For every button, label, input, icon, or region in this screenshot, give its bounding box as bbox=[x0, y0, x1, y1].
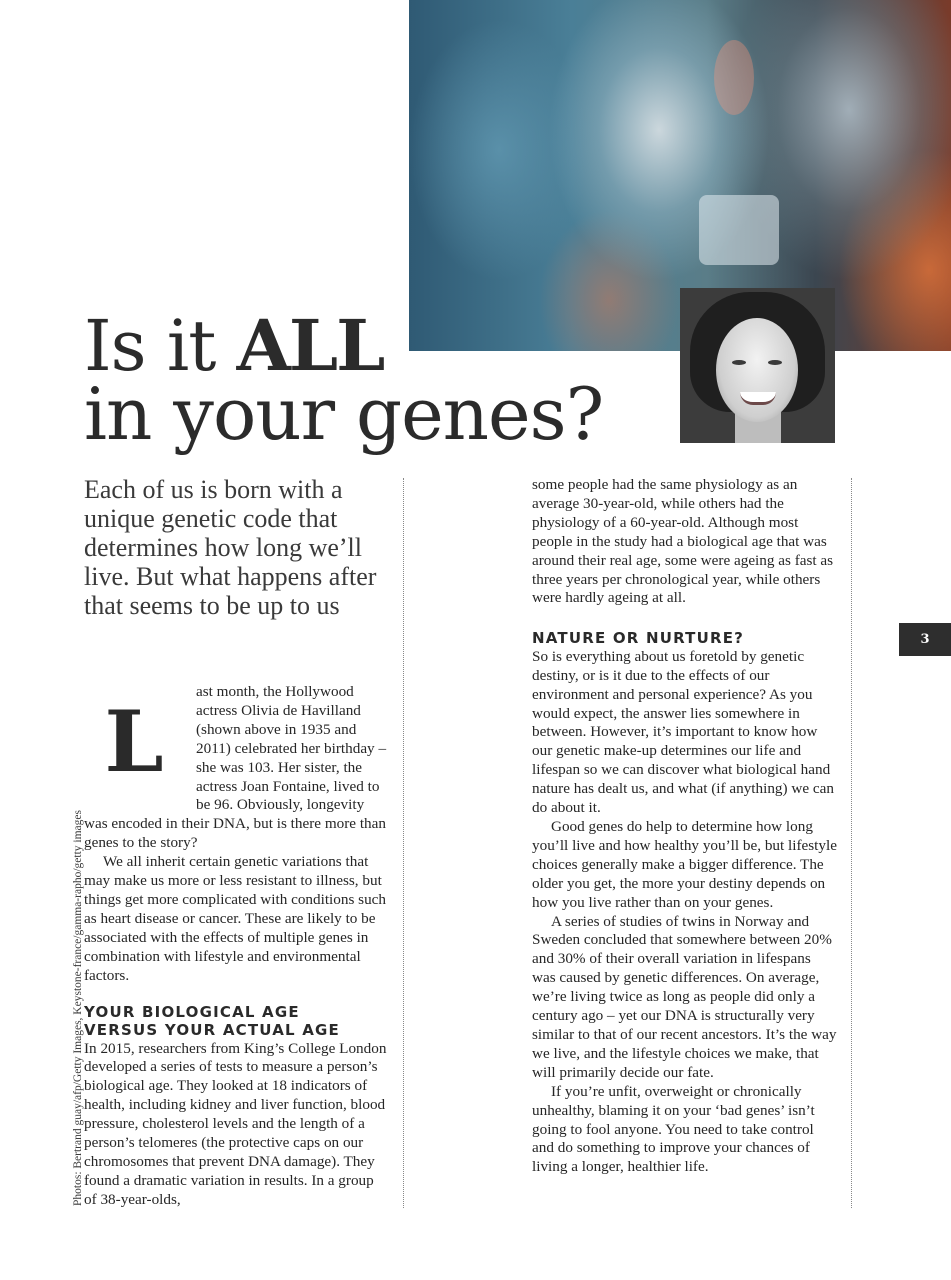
standfirst: Each of us is born with a unique genetic code that determines how long we’ll live. But what happens after that seems to be up to us bbox=[84, 475, 377, 620]
photo-detail bbox=[716, 318, 798, 422]
page-number-tab bbox=[899, 623, 951, 656]
subhead-line: YOUR BIOLOGICAL AGE bbox=[84, 1002, 300, 1021]
headline-line2: in your genes? bbox=[84, 372, 604, 456]
paragraph: ast month, the Hollywood actress Olivia de Havilland (shown above in 1935 and 2011) celebrated her birthday – she was 103. Her sister, the actress Joan Fontaine, lived to be 96. Obviously, longevity was encoded in their DNA, but is there more than genes to the story? bbox=[84, 683, 387, 852]
drop-cap: L bbox=[104, 692, 164, 791]
photo-detail bbox=[768, 360, 782, 365]
paragraph: A series of studies of twins in Norway and Sweden concluded that somewhere between 20% and 30% of their overall variation in lifespans was caused by genetic differences. On average, we’re living twice as long as people did only a century ago – yet our DNA is structurally very similar to that of our recent ancestors. It’s the way we live, and the lifestyle choices we make, that will primarily decide our fate. bbox=[532, 912, 837, 1081]
article-column-1 bbox=[84, 683, 389, 1210]
headline-text: Is it bbox=[84, 305, 237, 387]
paragraph: some people had the same physiology as an average 30-year-old, while others had the physiology of a 60-year-old. Although most people in the study had a biological age that was around their real age, some were ageing as fast as three years per chronological year, while others were hardly ageing at all. bbox=[532, 476, 834, 607]
paragraph: If you’re unfit, overweight or chronically unhealthy, blaming it on your ‘bad genes’ isn’t going to fool anyone. You need to take control and do something to improve your chances of living a longer, healthier life. bbox=[532, 1082, 815, 1176]
photo-detail bbox=[714, 40, 754, 115]
photo-credit: Photos: Bertrand guay/afp/Getty Images, Keystone-france/gamma-rapho/getty images bbox=[72, 810, 84, 1206]
paragraph: So is everything about us foretold by genetic destiny, or is it due to the effects of our environment and personal experience? As you would expect, the answer lies somewhere in between. However, it’s important to know how our genetic make-up determines our life and lifespan so we can discover what biological hand nature has dealt us, and what (if anything) we can do about it. bbox=[532, 647, 834, 817]
subhead-line: VERSUS YOUR ACTUAL AGE bbox=[84, 1021, 340, 1039]
photo-detail bbox=[732, 360, 746, 365]
article-headline bbox=[84, 304, 604, 456]
paragraph: We all inherit certain genetic variations that may make us more or less resistant to illness, but things get more complicated with conditions such as heart disease or cancer. These are likely to be associated with the effects of multiple genes in combination with lifestyle and environmental factors. bbox=[84, 853, 387, 984]
section-subhead: NATURE OR NURTURE? bbox=[532, 629, 745, 648]
page-number: 3 bbox=[920, 632, 930, 647]
headline-bold-word: ALL bbox=[236, 304, 384, 387]
column-divider bbox=[851, 478, 852, 1208]
paragraph: Good genes do help to determine how long you’ll live and how healthy you’ll be, but lifestyle choices generally make a bigger difference. The older you get, the more your destiny depends on how you live rather than on your genes. bbox=[532, 818, 837, 911]
paragraph: In 2015, researchers from King’s College London developed a series of tests to measure a person’s biological age. They looked at 18 indicators of health, including kidney and liver function, blood pressure, cholesterol levels and the length of a person’s telomeres (the protective caps on our chromosomes that prevent DNA damage). They found a dramatic variation in results. In a group of 38-year-olds, bbox=[84, 1039, 387, 1208]
inset-photo-1935-portrait bbox=[680, 288, 835, 443]
photo-detail bbox=[699, 195, 779, 265]
column-divider bbox=[403, 478, 404, 1208]
section-subhead bbox=[84, 1003, 389, 1040]
article-column-2 bbox=[532, 476, 837, 1177]
